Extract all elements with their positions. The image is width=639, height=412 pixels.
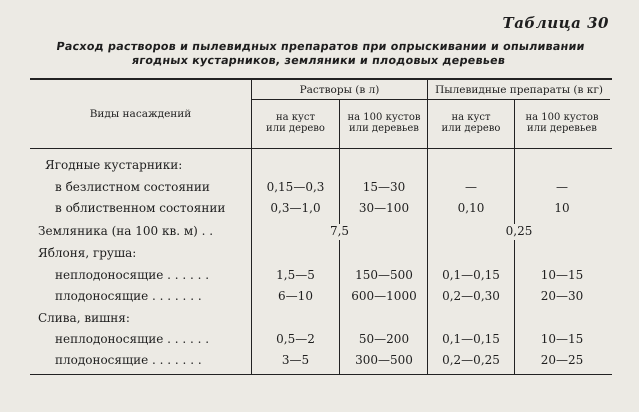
value-powders-per-100: 10—15 bbox=[540, 268, 584, 282]
value-powders-per-bush: 0,10 bbox=[457, 201, 485, 215]
group-header-rule bbox=[252, 99, 610, 100]
value-solutions-per-100: 600—1000 bbox=[351, 289, 417, 303]
table-number: Таблица 30 bbox=[502, 14, 609, 32]
value-powders-per-bush: 0,1—0,15 bbox=[442, 332, 500, 346]
row-label: в безлистном состоянии bbox=[55, 180, 210, 194]
value-powders-per-100: 20—25 bbox=[540, 353, 584, 367]
row-label: Ягодные кустарники: bbox=[45, 158, 183, 172]
value-solutions-span: 7,5 bbox=[329, 224, 350, 238]
header-powders: Пылевидные препараты (в кг) bbox=[435, 84, 603, 96]
bottom-rule bbox=[30, 374, 612, 375]
table-title bbox=[28, 40, 611, 68]
title-line-1: Расход растворов и пылевидных препаратов при опрыскивании и опыливании bbox=[55, 40, 586, 53]
header-solutions-per-100: на 100 кустов или деревьев bbox=[347, 112, 421, 134]
value-powders-per-bush: 0,1—0,15 bbox=[442, 268, 500, 282]
row-label: плодоносящие . . . . . . . bbox=[55, 289, 202, 303]
value-solutions-per-100: 150—500 bbox=[355, 268, 413, 282]
header-row-label: Виды насаждений bbox=[89, 108, 192, 120]
header-powders-per-bush: на куст или дерево bbox=[441, 112, 501, 134]
row-label: плодоносящие . . . . . . . bbox=[55, 353, 202, 367]
value-powders-per-100: 10—15 bbox=[540, 332, 584, 346]
value-powders-per-bush: 0,2—0,25 bbox=[442, 353, 500, 367]
value-solutions-per-100: 30—100 bbox=[358, 201, 410, 215]
value-powders-per-bush: — bbox=[465, 180, 477, 194]
value-powders-per-100: 20—30 bbox=[540, 289, 584, 303]
value-solutions-per-bush: 0,5—2 bbox=[276, 332, 315, 346]
row-label: Яблоня, груша: bbox=[38, 246, 137, 260]
header-solutions: Растворы (в л) bbox=[299, 84, 380, 96]
row-label: Земляника (на 100 кв. м) . . bbox=[38, 224, 214, 238]
value-solutions-per-bush: 0,3—1,0 bbox=[270, 201, 321, 215]
value-solutions-per-bush: 3—5 bbox=[281, 353, 310, 367]
header-solutions-per-bush: на куст или дерево bbox=[266, 112, 325, 134]
value-powders-per-100: — bbox=[556, 180, 568, 194]
top-rule bbox=[30, 78, 612, 80]
title-line-2: ягодных кустарников, земляники и плодовых деревьев bbox=[131, 54, 507, 67]
row-label: неплодоносящие . . . . . . bbox=[55, 268, 210, 282]
value-solutions-per-bush: 0,15—0,3 bbox=[266, 180, 325, 194]
value-solutions-per-100: 50—200 bbox=[358, 332, 410, 346]
value-solutions-per-bush: 1,5—5 bbox=[276, 268, 315, 282]
row-label: неплодоносящие . . . . . . bbox=[55, 332, 210, 346]
row-label: в облиственном состоянии bbox=[55, 201, 226, 215]
value-powders-per-bush: 0,2—0,30 bbox=[442, 289, 500, 303]
value-powders-per-100: 10 bbox=[554, 201, 570, 215]
value-solutions-per-100: 15—30 bbox=[362, 180, 406, 194]
value-solutions-per-bush: 6—10 bbox=[278, 289, 313, 303]
header-powders-per-100: на 100 кустов или деревьев bbox=[525, 112, 599, 134]
value-powders-span: 0,25 bbox=[505, 224, 533, 238]
row-label: Слива, вишня: bbox=[38, 311, 130, 325]
header-bottom-rule bbox=[30, 148, 612, 149]
value-solutions-per-100: 300—500 bbox=[355, 353, 413, 367]
